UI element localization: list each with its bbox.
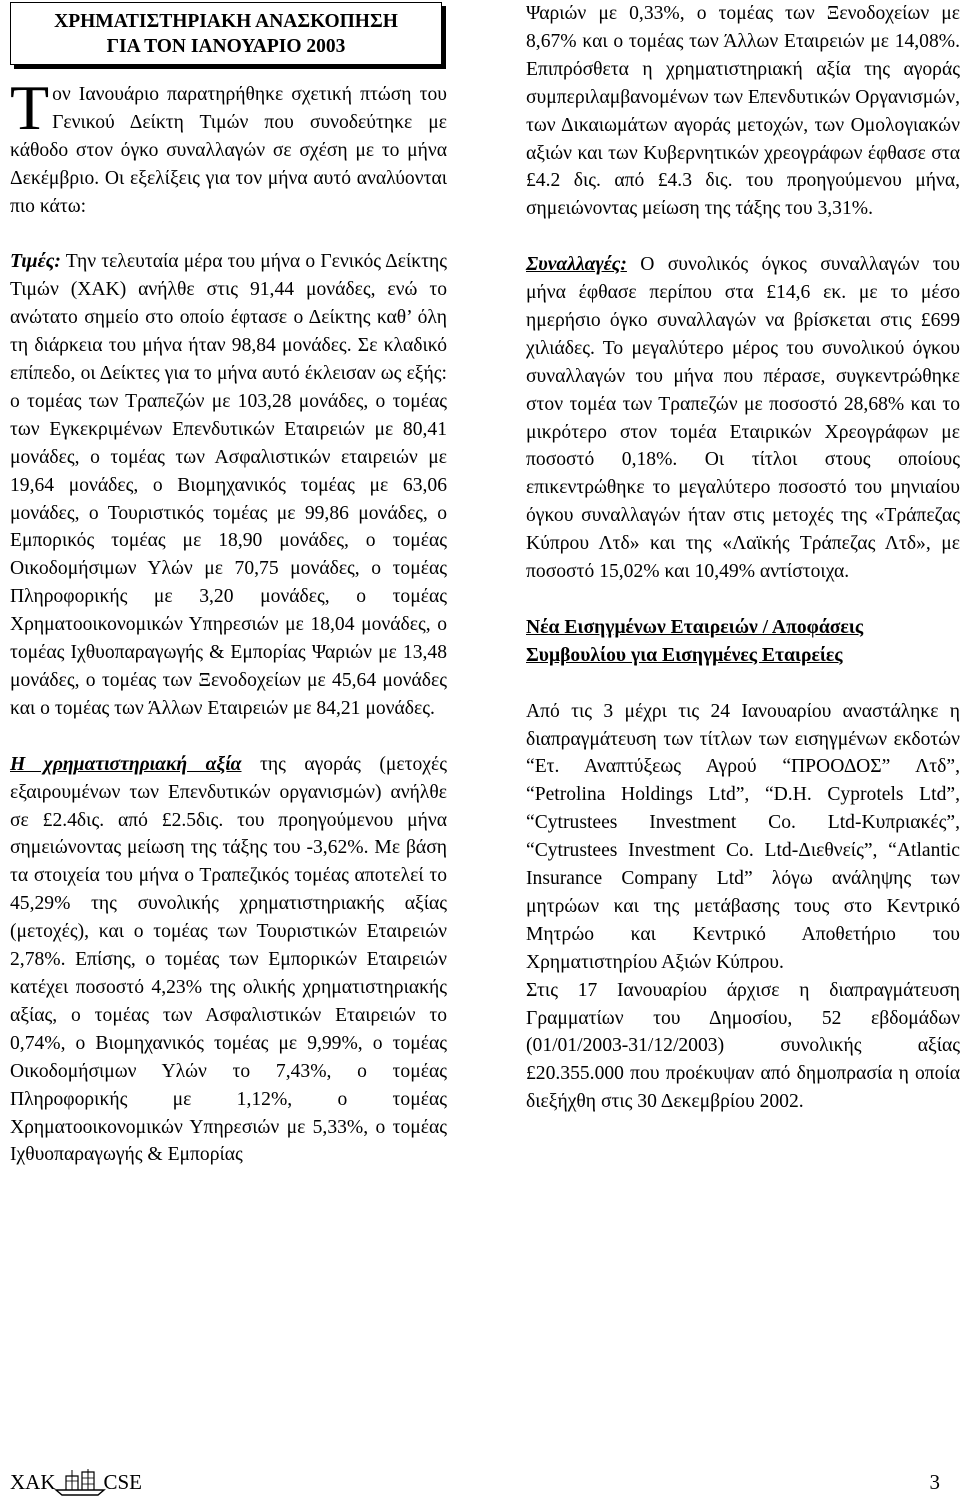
new-listings-heading — [526, 614, 960, 670]
title-box — [10, 2, 442, 65]
left-column — [10, 0, 447, 1169]
logo-text-left: XAK — [10, 1470, 56, 1494]
intro-text: ον Ιανουάριο παρατηρήθηκε σχετική πτώση του Γενικού Δείκτη Τιμών που συνοδεύτηκε με κάθοδο στον όγκο συναλλαγών σε σχέση με το μήνα Δεκέμβριο. Οι εξελίξεις για τον μήνα αυτό αναλύονται πιο κάτω: — [10, 84, 447, 217]
title-line-1: ΧΡΗΜΑΤΙΣΤΗΡΙΑΚΗ ΑΝΑΣΚΟΠΗΣΗ — [54, 11, 398, 32]
market-value-paragraph — [10, 751, 447, 1170]
prices-paragraph — [10, 248, 447, 722]
right-column — [526, 0, 960, 1116]
prices-label: Τιμές: — [10, 251, 61, 273]
transactions-paragraph — [526, 251, 960, 586]
page-footer — [10, 1468, 940, 1500]
new-listings-heading-line-2: Συμβουλίου για Εισηγμένες Εταιρείες — [526, 644, 843, 666]
transactions-text: Ο συνολικός όγκος συναλλαγών του μήνα έφθασε περίπου στα £14,6 εκ. με το μέσο ημερήσιο όγκο συναλλαγών να βρίσκεται στις £699 χιλιάδες. Το μεγαλύτερο μέρος του συνολικού όγκου συναλλαγών του μήνα που πέρασε, συγκεντρώθηκε στον τομέα των Τραπεζών με ποσοστό 28,68% και το μικρότερο στον τομέα Εταιρικών Χρεογράφων με ποσοστό 0,18%. Οι τίτλοι στους οποίους επικεντρώθηκε το μεγαλύτερο ποσοστό του μηνιαίου όγκου συναλλαγών ήταν στις μετοχές της «Τράπεζας Κύπρου Λτδ» και της «Λαϊκής Τράπεζας Λτδ», με ποσοστό 15,02% και 10,49% αντίστοιχα. — [526, 254, 960, 583]
transactions-label: Συναλλαγές: — [526, 254, 627, 276]
intro-paragraph — [10, 72, 447, 221]
page-number: 3 — [929, 1470, 940, 1494]
title-line-2: ΓΙΑ ΤΟΝ ΙΑΝΟΥΑΡΙΟ 2003 — [106, 36, 346, 57]
market-value-text-left: της αγοράς (μετοχές εξαιρουμένων των Επενδυτικών οργανισμών) ανήλθε σε £2.4δις. από £2.5δις. του προηγούμενου μήνα σημειώνοντας μείωση της τάξης του -3,62%. Με βάση τα στοιχεία του μήνα ο Τραπεζικός τομέας αποτελεί το 45,29% της συνολικής χρηματιστηριακής αξίας (μετοχές), και ο τομέας των Τουριστικών Εταιρειών 2,78%. Επίσης, ο τομέας των Εμπορικών Εταιρειών κατέχει ποσοστό 4,23% της ολικής χρηματιστηριακής αξίας, ο τομέας των Ασφαλιστικών Εταιρειών το 0,74%, ο Βιομηχανικός τομέας με 9,99%, ο τομέας Οικοδομήσιμων Υλών το 7,43%, ο τομέας Πληροφορικής με 1,12%, ο τομέας Χρηματοοικονομικών Υπηρεσιών με 5,33%, ο τομέας Ιχθυοπαραγωγής & Εμπορίας — [10, 753, 447, 1166]
exchange-logo — [10, 1468, 142, 1496]
new-listings-paragraph-1: Από τις 3 μέχρι τις 24 Ιανουαρίου αναστάληκε η διαπραγμάτευση των τίτλων των εισηγμένων εκδοτών “Ετ. Αναπτύξεως Αγρού “ΠΡΟΟΔΟΣ” Λτδ”, “Petrolina Holdings Ltd”, “D.H. Cyprotels Ltd”, “Cytrustees Investment Co. Ltd-Κυπριακές”, “Cytrustees Investment Co. Ltd-Διεθνείς”, “Atlantic Insurance Company Ltd” λόγω ανάληψης των μητρώων και της μετάβασης τους στο Κεντρικό Μητρώο και Κεντρικό Αποθετήριο του Χρηματιστηρίου Αξιών Κύπρου. — [526, 700, 960, 973]
prices-text: Την τελευταία μέρα του μήνα ο Γενικός Δείκτης Τιμών (ΧΑΚ) ανήλθε στις 91,44 μονάδες, ενώ το ανώτατο σημείο στο οποίο έφτασε ο Δείκτης καθ’ όλη τη διάρκεια του μήνα ήταν 98,84 μονάδες. Σε κλαδικό επίπεδο, οι Δείκτες για το μήνα αυτό έκλεισαν ως εξής: ο τομέας των Τραπεζών με 103,28 μονάδες, ο τομέας των Εγκεκριμένων Επενδυτικών Εταιρειών με 80,41 μονάδες, ο τομέας των Ασφαλιστικών εταιρειών με 19,64 μονάδες, ο Βιομηχανικός τομέας με 63,06 μονάδες, ο Τουριστικός τομέας με 99,86 μονάδες, ο Εμπορικός τομέας με 18,90 μονάδες, ο τομέας Οικοδομήσιμων Υλών με 70,75 μονάδες, ο τομέας Πληροφορικής με 3,20 μονάδες, ο τομέας Χρηματοοικονομικών Υπηρεσιών με 18,04 μονάδες, ο τομέας Ιχθυοπαραγωγής & Εμπορίας Ψαριών με 13,48 μονάδες, ο τομέας των Ξενοδοχείων με 45,64 μονάδες και ο τομέας των Άλλων Εταιρειών με 84,21 μονάδες. — [10, 251, 447, 719]
logo-text-right: CSE — [103, 1470, 143, 1494]
market-value-label: Η χρηματιστηριακή αξία — [10, 753, 242, 775]
drop-cap: Τ — [10, 72, 50, 143]
ship-icon — [52, 1468, 108, 1496]
new-listings-heading-line-1: Νέα Εισηγμένων Εταιρειών / Αποφάσεις — [526, 616, 864, 638]
new-listings-paragraph-2: Στις 17 Ιανουαρίου άρχισε η διαπραγμάτευση Γραμματίων του Δημοσίου, 52 εβδομάδων (01/01/2003-31/12/2003) συνολικής αξίας £20.355.000 που προέκυψαν από δημοπρασία η οποία διεξήχθη στις 30 Δεκεμβρίου 2002. — [526, 979, 960, 1113]
market-value-continued: Ψαριών με 0,33%, ο τομέας των Ξενοδοχείων με 8,67% και ο τομέας των Άλλων Εταιρειών με 14,08%. Επιπρόσθετα η χρηματιστηριακή αξία της αγοράς συμπεριλαμβανομένων των Επενδυτικών Οργανισμών, των Δικαιωμάτων αγοράς μετοχών, των Ομολογιακών αξιών και των Κυβερνητικών χρεογράφων έφθασε στα £4.2 δις. από £4.3 δις. του προηγούμενου μήνα, σημειώνοντας μείωση της τάξης του 3,31%. — [526, 3, 960, 220]
